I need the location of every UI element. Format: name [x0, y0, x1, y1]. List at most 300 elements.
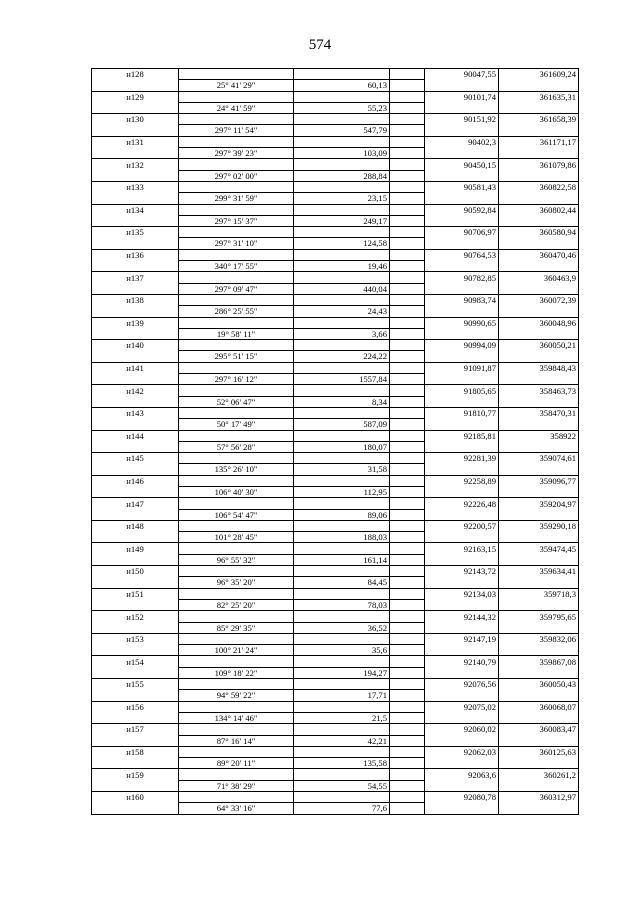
- empty-cell: [179, 91, 294, 102]
- point-x-coordinate: 92258,89: [425, 475, 499, 486]
- point-name: н147: [92, 498, 179, 509]
- point-y-coordinate: 360083,47: [499, 724, 579, 735]
- empty-cell: [390, 520, 425, 531]
- empty-cell: [294, 294, 390, 305]
- point-name: н130: [92, 114, 179, 125]
- segment-direction-angle: 106° 40' 30": [179, 486, 294, 497]
- point-name: н141: [92, 362, 179, 373]
- empty-cell: [390, 340, 425, 351]
- point-row: [92, 249, 579, 260]
- point-y-coordinate: 360261,2: [499, 769, 579, 780]
- point-y-coordinate: 360463,9: [499, 272, 579, 283]
- segment-direction-angle: 295° 51' 15": [179, 351, 294, 362]
- empty-cell: [294, 656, 390, 667]
- empty-cell: [294, 746, 390, 757]
- empty-cell: [92, 577, 179, 588]
- segment-direction-angle: 109° 18' 22": [179, 667, 294, 678]
- segment-distance: 8,34: [294, 396, 390, 407]
- segment-row: [92, 238, 579, 249]
- empty-cell: [499, 599, 579, 610]
- empty-cell: [499, 261, 579, 272]
- empty-cell: [92, 509, 179, 520]
- segment-distance: 161,14: [294, 554, 390, 565]
- empty-cell: [499, 780, 579, 791]
- segment-row: [92, 396, 579, 407]
- point-name: н135: [92, 227, 179, 238]
- point-row: [92, 407, 579, 418]
- segment-distance: 124,58: [294, 238, 390, 249]
- point-name: н137: [92, 272, 179, 283]
- empty-cell: [425, 486, 499, 497]
- point-row: [92, 588, 579, 599]
- segment-distance: 24,43: [294, 306, 390, 317]
- point-y-coordinate: 360822,58: [499, 181, 579, 192]
- point-row: [92, 656, 579, 667]
- empty-cell: [499, 758, 579, 769]
- point-name: н155: [92, 679, 179, 690]
- point-row: [92, 746, 579, 757]
- empty-cell: [92, 599, 179, 610]
- empty-cell: [179, 136, 294, 147]
- point-x-coordinate: 92143,72: [425, 566, 499, 577]
- empty-cell: [425, 690, 499, 701]
- empty-cell: [499, 170, 579, 181]
- point-name: н159: [92, 769, 179, 780]
- point-y-coordinate: 361658,39: [499, 114, 579, 125]
- segment-distance: 440,04: [294, 283, 390, 294]
- empty-cell: [425, 125, 499, 136]
- segment-row: [92, 735, 579, 746]
- segment-distance: 224,22: [294, 351, 390, 362]
- point-y-coordinate: 359074,61: [499, 453, 579, 464]
- segment-distance: 112,95: [294, 486, 390, 497]
- empty-cell: [92, 735, 179, 746]
- segment-row: [92, 419, 579, 430]
- empty-cell: [390, 69, 425, 80]
- empty-cell: [390, 486, 425, 497]
- point-name: н133: [92, 181, 179, 192]
- point-name: н156: [92, 701, 179, 712]
- empty-cell: [390, 125, 425, 136]
- empty-cell: [294, 317, 390, 328]
- empty-cell: [390, 181, 425, 192]
- empty-cell: [425, 396, 499, 407]
- empty-cell: [390, 317, 425, 328]
- empty-cell: [390, 294, 425, 305]
- empty-cell: [294, 159, 390, 170]
- segment-row: [92, 554, 579, 565]
- segment-row: [92, 622, 579, 633]
- empty-cell: [425, 441, 499, 452]
- empty-cell: [425, 758, 499, 769]
- segment-row: [92, 351, 579, 362]
- segment-direction-angle: 57° 56' 28": [179, 441, 294, 452]
- segment-direction-angle: 299° 31' 59": [179, 193, 294, 204]
- empty-cell: [425, 577, 499, 588]
- empty-cell: [294, 91, 390, 102]
- empty-cell: [390, 193, 425, 204]
- segment-distance: 77,6: [294, 803, 390, 814]
- point-x-coordinate: 90764,53: [425, 249, 499, 260]
- segment-direction-angle: 25° 41' 29": [179, 80, 294, 91]
- point-row: [92, 430, 579, 441]
- segment-row: [92, 125, 579, 136]
- segment-direction-angle: 96° 55' 32": [179, 554, 294, 565]
- segment-distance: 188,03: [294, 532, 390, 543]
- point-y-coordinate: 360050,43: [499, 679, 579, 690]
- point-y-coordinate: 359848,43: [499, 362, 579, 373]
- point-name: н160: [92, 792, 179, 803]
- point-y-coordinate: 359832,06: [499, 633, 579, 644]
- point-name: н151: [92, 588, 179, 599]
- point-row: [92, 453, 579, 464]
- empty-cell: [294, 566, 390, 577]
- segment-distance: 103,09: [294, 148, 390, 159]
- point-row: [92, 543, 579, 554]
- segment-direction-angle: 297° 11' 54": [179, 125, 294, 136]
- point-x-coordinate: 91810,77: [425, 407, 499, 418]
- point-x-coordinate: 92134,03: [425, 588, 499, 599]
- empty-cell: [425, 351, 499, 362]
- point-x-coordinate: 90581,43: [425, 181, 499, 192]
- empty-cell: [499, 419, 579, 430]
- empty-cell: [390, 803, 425, 814]
- empty-cell: [390, 306, 425, 317]
- empty-cell: [294, 385, 390, 396]
- empty-cell: [425, 532, 499, 543]
- point-x-coordinate: 92163,15: [425, 543, 499, 554]
- segment-distance: 288,84: [294, 170, 390, 181]
- point-x-coordinate: 92080,78: [425, 792, 499, 803]
- empty-cell: [390, 396, 425, 407]
- segment-row: [92, 712, 579, 723]
- segment-distance: 19,46: [294, 261, 390, 272]
- segment-direction-angle: 297° 02' 00": [179, 170, 294, 181]
- segment-row: [92, 374, 579, 385]
- segment-direction-angle: 297° 31' 10": [179, 238, 294, 249]
- segment-row: [92, 261, 579, 272]
- empty-cell: [425, 238, 499, 249]
- empty-cell: [390, 645, 425, 656]
- segment-direction-angle: 85° 29' 35": [179, 622, 294, 633]
- point-x-coordinate: 90101,74: [425, 91, 499, 102]
- empty-cell: [390, 238, 425, 249]
- empty-cell: [92, 102, 179, 113]
- segment-row: [92, 803, 579, 814]
- point-row: [92, 498, 579, 509]
- segment-direction-angle: 340° 17' 55": [179, 261, 294, 272]
- empty-cell: [499, 532, 579, 543]
- empty-cell: [294, 249, 390, 260]
- empty-cell: [179, 520, 294, 531]
- segment-distance: 3,66: [294, 328, 390, 339]
- point-name: н138: [92, 294, 179, 305]
- empty-cell: [179, 679, 294, 690]
- point-row: [92, 69, 579, 80]
- empty-cell: [92, 780, 179, 791]
- empty-cell: [92, 690, 179, 701]
- empty-cell: [179, 159, 294, 170]
- empty-cell: [294, 769, 390, 780]
- empty-cell: [92, 170, 179, 181]
- point-y-coordinate: 360072,39: [499, 294, 579, 305]
- point-row: [92, 294, 579, 305]
- coordinates-table: [91, 68, 579, 815]
- empty-cell: [390, 249, 425, 260]
- point-name: н139: [92, 317, 179, 328]
- point-x-coordinate: 92075,02: [425, 701, 499, 712]
- empty-cell: [179, 769, 294, 780]
- empty-cell: [499, 374, 579, 385]
- point-x-coordinate: 90990,65: [425, 317, 499, 328]
- point-y-coordinate: 359795,65: [499, 611, 579, 622]
- empty-cell: [499, 80, 579, 91]
- point-x-coordinate: 90402,3: [425, 136, 499, 147]
- empty-cell: [179, 385, 294, 396]
- point-y-coordinate: 359718,3: [499, 588, 579, 599]
- segment-distance: 17,71: [294, 690, 390, 701]
- segment-direction-angle: 297° 15' 37": [179, 215, 294, 226]
- point-x-coordinate: 90706,97: [425, 227, 499, 238]
- empty-cell: [390, 554, 425, 565]
- segment-row: [92, 486, 579, 497]
- point-row: [92, 340, 579, 351]
- empty-cell: [390, 667, 425, 678]
- point-name: н152: [92, 611, 179, 622]
- empty-cell: [425, 102, 499, 113]
- empty-cell: [390, 441, 425, 452]
- empty-cell: [294, 272, 390, 283]
- segment-distance: 55,23: [294, 102, 390, 113]
- segment-direction-angle: 52° 06' 47": [179, 396, 294, 407]
- empty-cell: [390, 780, 425, 791]
- empty-cell: [390, 385, 425, 396]
- point-row: [92, 317, 579, 328]
- point-row: [92, 475, 579, 486]
- segment-direction-angle: 87° 16' 14": [179, 735, 294, 746]
- empty-cell: [425, 509, 499, 520]
- empty-cell: [425, 645, 499, 656]
- empty-cell: [390, 430, 425, 441]
- empty-cell: [390, 690, 425, 701]
- empty-cell: [425, 261, 499, 272]
- empty-cell: [179, 317, 294, 328]
- empty-cell: [179, 701, 294, 712]
- empty-cell: [92, 758, 179, 769]
- empty-cell: [390, 543, 425, 554]
- point-y-coordinate: 359096,77: [499, 475, 579, 486]
- point-name: н136: [92, 249, 179, 260]
- empty-cell: [499, 102, 579, 113]
- empty-cell: [179, 724, 294, 735]
- empty-cell: [179, 566, 294, 577]
- empty-cell: [425, 283, 499, 294]
- empty-cell: [294, 204, 390, 215]
- segment-distance: 23,15: [294, 193, 390, 204]
- empty-cell: [294, 69, 390, 80]
- empty-cell: [92, 532, 179, 543]
- empty-cell: [425, 667, 499, 678]
- segment-distance: 249,17: [294, 215, 390, 226]
- empty-cell: [294, 792, 390, 803]
- empty-cell: [390, 532, 425, 543]
- empty-cell: [390, 475, 425, 486]
- point-row: [92, 385, 579, 396]
- segment-direction-angle: 134° 14' 46": [179, 712, 294, 723]
- point-x-coordinate: 92185,81: [425, 430, 499, 441]
- point-name: н131: [92, 136, 179, 147]
- empty-cell: [425, 80, 499, 91]
- point-x-coordinate: 92281,39: [425, 453, 499, 464]
- empty-cell: [390, 204, 425, 215]
- empty-cell: [499, 577, 579, 588]
- empty-cell: [390, 464, 425, 475]
- empty-cell: [499, 148, 579, 159]
- point-row: [92, 227, 579, 238]
- point-row: [92, 633, 579, 644]
- empty-cell: [499, 486, 579, 497]
- empty-cell: [92, 193, 179, 204]
- empty-cell: [179, 340, 294, 351]
- segment-direction-angle: 101° 28' 45": [179, 532, 294, 543]
- empty-cell: [294, 475, 390, 486]
- empty-cell: [390, 769, 425, 780]
- point-x-coordinate: 90047,55: [425, 69, 499, 80]
- empty-cell: [499, 509, 579, 520]
- empty-cell: [499, 464, 579, 475]
- point-name: н157: [92, 724, 179, 735]
- point-name: н134: [92, 204, 179, 215]
- empty-cell: [390, 758, 425, 769]
- empty-cell: [390, 746, 425, 757]
- point-x-coordinate: 90994,09: [425, 340, 499, 351]
- point-row: [92, 566, 579, 577]
- empty-cell: [92, 80, 179, 91]
- segment-direction-angle: 71° 38' 29": [179, 780, 294, 791]
- empty-cell: [179, 204, 294, 215]
- point-x-coordinate: 92076,56: [425, 679, 499, 690]
- empty-cell: [425, 780, 499, 791]
- point-row: [92, 611, 579, 622]
- empty-cell: [425, 419, 499, 430]
- empty-cell: [92, 306, 179, 317]
- empty-cell: [92, 419, 179, 430]
- empty-cell: [499, 712, 579, 723]
- empty-cell: [499, 667, 579, 678]
- segment-distance: 194,27: [294, 667, 390, 678]
- point-name: н132: [92, 159, 179, 170]
- segment-row: [92, 102, 579, 113]
- empty-cell: [390, 283, 425, 294]
- point-y-coordinate: 359474,45: [499, 543, 579, 554]
- empty-cell: [390, 362, 425, 373]
- empty-cell: [390, 328, 425, 339]
- empty-cell: [425, 599, 499, 610]
- empty-cell: [499, 306, 579, 317]
- empty-cell: [390, 114, 425, 125]
- point-x-coordinate: 91091,87: [425, 362, 499, 373]
- empty-cell: [179, 181, 294, 192]
- empty-cell: [390, 656, 425, 667]
- segment-direction-angle: 286° 25' 55": [179, 306, 294, 317]
- segment-row: [92, 758, 579, 769]
- empty-cell: [390, 633, 425, 644]
- empty-cell: [179, 611, 294, 622]
- empty-cell: [179, 249, 294, 260]
- point-y-coordinate: 360580,94: [499, 227, 579, 238]
- empty-cell: [294, 679, 390, 690]
- empty-cell: [425, 193, 499, 204]
- point-x-coordinate: 92200,57: [425, 520, 499, 531]
- empty-cell: [390, 170, 425, 181]
- segment-row: [92, 690, 579, 701]
- point-x-coordinate: 92140,79: [425, 656, 499, 667]
- point-name: н153: [92, 633, 179, 644]
- empty-cell: [294, 633, 390, 644]
- empty-cell: [499, 554, 579, 565]
- empty-cell: [390, 701, 425, 712]
- empty-cell: [294, 430, 390, 441]
- point-x-coordinate: 90151,92: [425, 114, 499, 125]
- point-y-coordinate: 359867,08: [499, 656, 579, 667]
- empty-cell: [390, 261, 425, 272]
- point-name: н150: [92, 566, 179, 577]
- segment-distance: 60,13: [294, 80, 390, 91]
- empty-cell: [179, 272, 294, 283]
- empty-cell: [390, 227, 425, 238]
- point-row: [92, 181, 579, 192]
- empty-cell: [294, 498, 390, 509]
- segment-direction-angle: 94° 59' 22": [179, 690, 294, 701]
- point-row: [92, 362, 579, 373]
- empty-cell: [92, 215, 179, 226]
- empty-cell: [425, 170, 499, 181]
- segment-row: [92, 193, 579, 204]
- point-x-coordinate: 92147,19: [425, 633, 499, 644]
- empty-cell: [499, 351, 579, 362]
- empty-cell: [294, 520, 390, 531]
- empty-cell: [390, 679, 425, 690]
- empty-cell: [92, 486, 179, 497]
- point-name: н158: [92, 746, 179, 757]
- segment-row: [92, 509, 579, 520]
- empty-cell: [179, 362, 294, 373]
- empty-cell: [425, 554, 499, 565]
- empty-cell: [499, 803, 579, 814]
- segment-direction-angle: 89° 20' 11": [179, 758, 294, 769]
- empty-cell: [390, 215, 425, 226]
- point-x-coordinate: 92144,32: [425, 611, 499, 622]
- empty-cell: [425, 735, 499, 746]
- empty-cell: [92, 645, 179, 656]
- empty-cell: [425, 306, 499, 317]
- empty-cell: [294, 724, 390, 735]
- empty-cell: [499, 396, 579, 407]
- point-y-coordinate: 359204,97: [499, 498, 579, 509]
- segment-direction-angle: 106° 54' 47": [179, 509, 294, 520]
- point-name: н142: [92, 385, 179, 396]
- page-number: 574: [308, 37, 332, 53]
- point-row: [92, 136, 579, 147]
- segment-row: [92, 80, 579, 91]
- point-y-coordinate: 361171,17: [499, 136, 579, 147]
- empty-cell: [390, 351, 425, 362]
- point-row: [92, 701, 579, 712]
- empty-cell: [425, 712, 499, 723]
- segment-direction-angle: 19° 58' 11": [179, 328, 294, 339]
- point-row: [92, 679, 579, 690]
- empty-cell: [294, 588, 390, 599]
